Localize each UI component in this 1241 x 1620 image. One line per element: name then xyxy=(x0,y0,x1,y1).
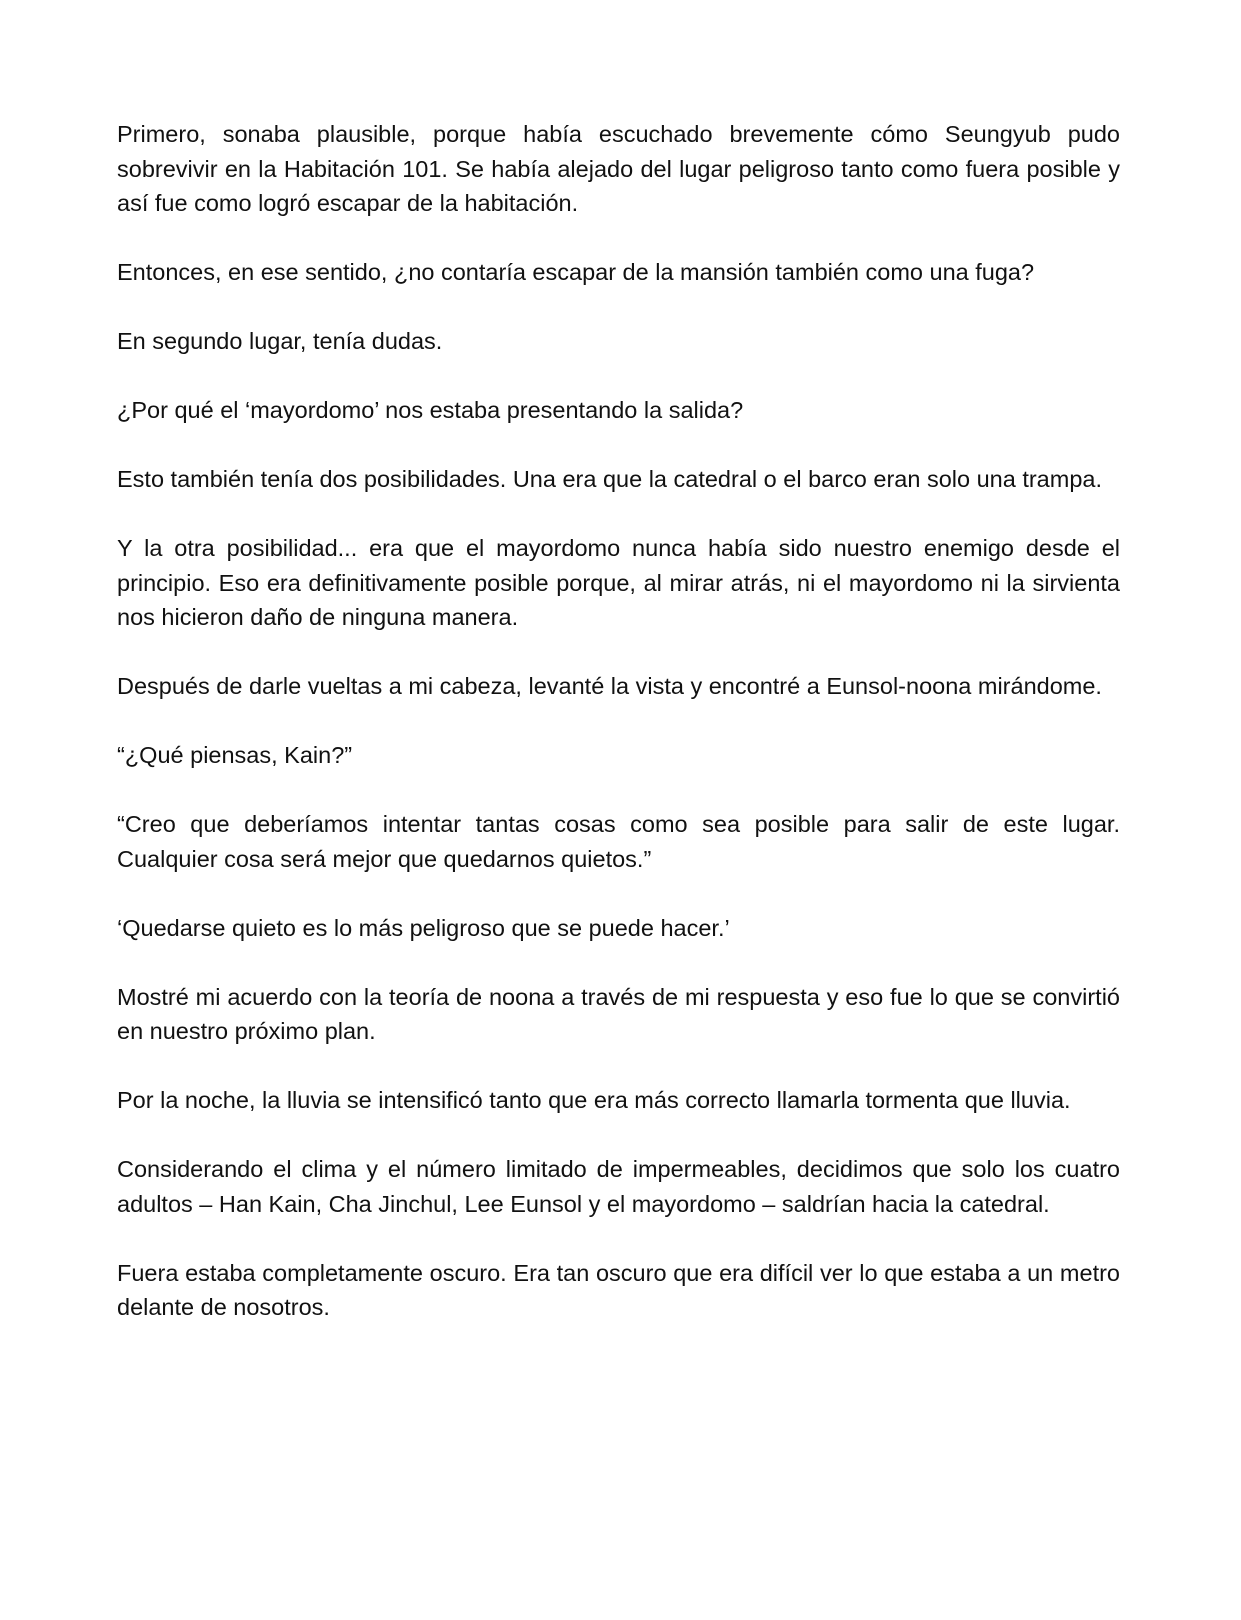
paragraph-7: Después de darle vueltas a mi cabeza, levanté la vista y encontré a Eunsol-noona mirándome. xyxy=(117,673,1102,699)
paragraph-5: Esto también tenía dos posibilidades. Una era que la catedral o el barco eran solo una trampa. xyxy=(117,466,1102,492)
paragraph-1: Primero, sonaba plausible, porque había escuchado brevemente cómo Seungyub pudo sobrevivir en la Habitación 101. Se había alejado del lugar peligroso tanto como fuera posible y así fue como logró escapar de la habitación. xyxy=(117,121,1120,216)
document-page xyxy=(117,117,1120,1325)
paragraph-10: ‘Quedarse quieto es lo más peligroso que se puede hacer.’ xyxy=(117,914,730,941)
paragraph-8: “¿Qué piensas, Kain?” xyxy=(117,742,353,768)
paragraph-4: ¿Por qué el ‘mayordomo’ nos estaba presentando la salida? xyxy=(117,397,744,423)
paragraph-2: Entonces, en ese sentido, ¿no contaría escapar de la mansión también como una fuga? xyxy=(117,259,1035,285)
paragraph-6: Y la otra posibilidad... era que el mayordomo nunca había sido nuestro enemigo desde el principio. Eso era definitivamente posible porque, al mirar atrás, ni el mayordomo ni la sirvienta nos hicieron daño de ninguna manera. xyxy=(117,535,1120,630)
paragraph-12: Por la noche, la lluvia se intensificó tanto que era más correcto llamarla tormenta que lluvia. xyxy=(117,1087,1071,1113)
paragraph-11: Mostré mi acuerdo con la teoría de noona a través de mi respuesta y eso fue lo que se convirtió en nuestro próximo plan. xyxy=(117,983,1120,1044)
paragraph-13: Considerando el clima y el número limitado de impermeables, decidimos que solo los cuatro adultos – Han Kain, Cha Jinchul, Lee Eunsol y el mayordomo – saldrían hacia la catedral. xyxy=(117,1156,1120,1217)
paragraph-9: “Creo que deberíamos intentar tantas cosas como sea posible para salir de este lugar. Cualquier cosa será mejor que quedarnos quietos.” xyxy=(117,811,1120,872)
paragraph-14: Fuera estaba completamente oscuro. Era tan oscuro que era difícil ver lo que estaba a un metro delante de nosotros. xyxy=(117,1259,1120,1320)
paragraph-3: En segundo lugar, tenía dudas. xyxy=(117,328,443,354)
